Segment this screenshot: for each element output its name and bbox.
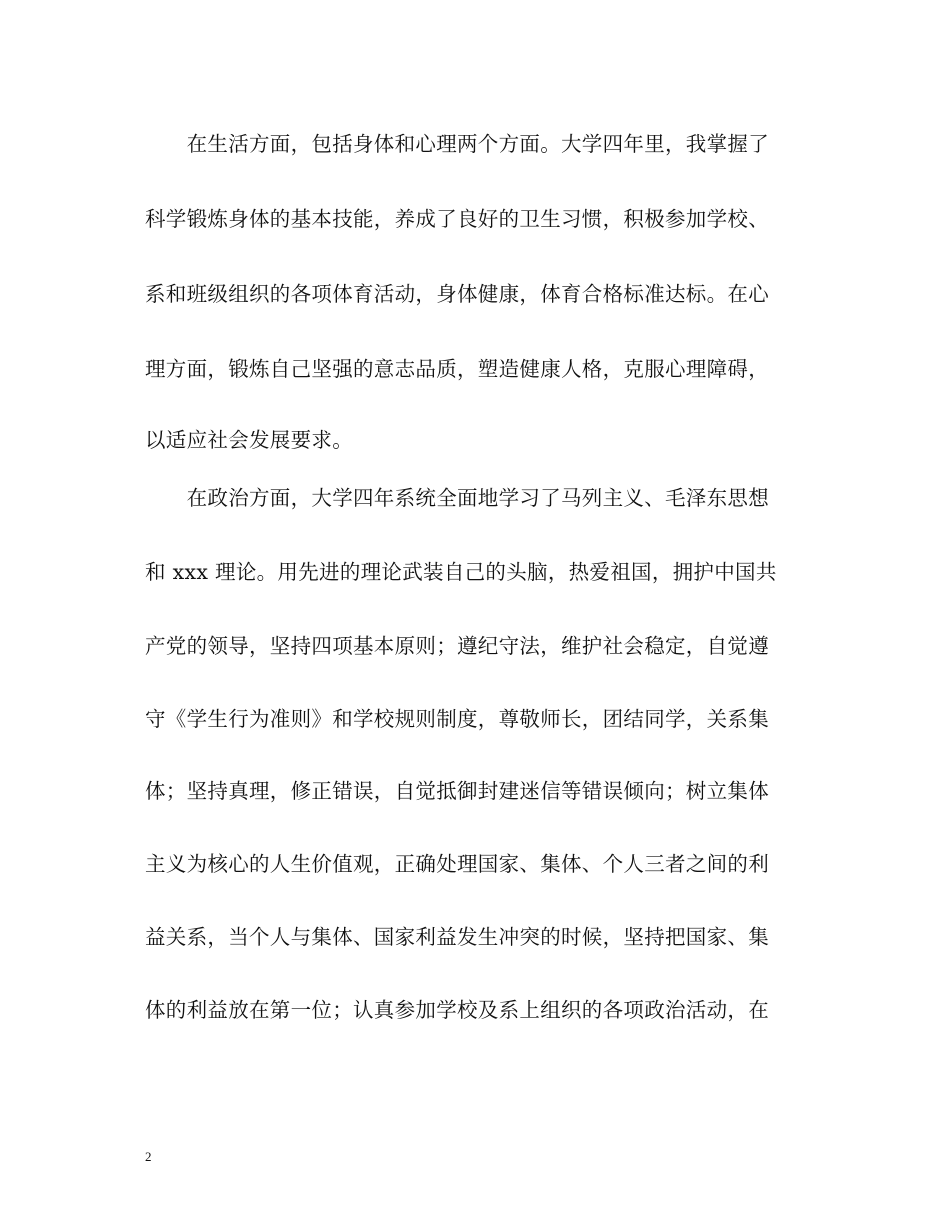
text-line: 以适应社会发展要求。	[145, 428, 353, 452]
text-line: 科学锻炼身体的基本技能，养成了良好的卫生习惯，积极参加学校、	[145, 207, 769, 231]
text-line: 主义为核心的人生价值观，正确处理国家、集体、个人三者之间的利	[145, 852, 769, 876]
text-line: 在政治方面，大学四年系统全面地学习了马列主义、毛泽东思想	[145, 486, 769, 510]
text-line: 体的利益放在第一位；认真参加学校及系上组织的各项政治活动，在	[145, 998, 769, 1022]
text-line: 益关系，当个人与集体、国家利益发生冲突的时候，坚持把国家、集	[145, 925, 769, 949]
text-line: 体；坚持真理，修正错误，自觉抵御封建迷信等错误倾向；树立集体	[145, 779, 769, 803]
text-line: 和 xxx 理论。用先进的理论武装自己的头脑，热爱祖国，拥护中国共	[145, 560, 777, 584]
text-line: 守《学生行为准则》和学校规则制度，尊敬师长，团结同学，关系集	[145, 707, 769, 731]
text-line: 理方面，锻炼自己坚强的意志品质，塑造健康人格，克服心理障碍，	[145, 357, 769, 381]
text-line: 在生活方面，包括身体和心理两个方面。大学四年里，我掌握了	[145, 132, 769, 156]
text-line: 系和班级组织的各项体育活动，身体健康，体育合格标准达标。在心	[145, 282, 769, 306]
text-line: 产党的领导，坚持四项基本原则；遵纪守法，维护社会稳定，自觉遵	[145, 634, 769, 658]
page-number: 2	[145, 1149, 152, 1164]
